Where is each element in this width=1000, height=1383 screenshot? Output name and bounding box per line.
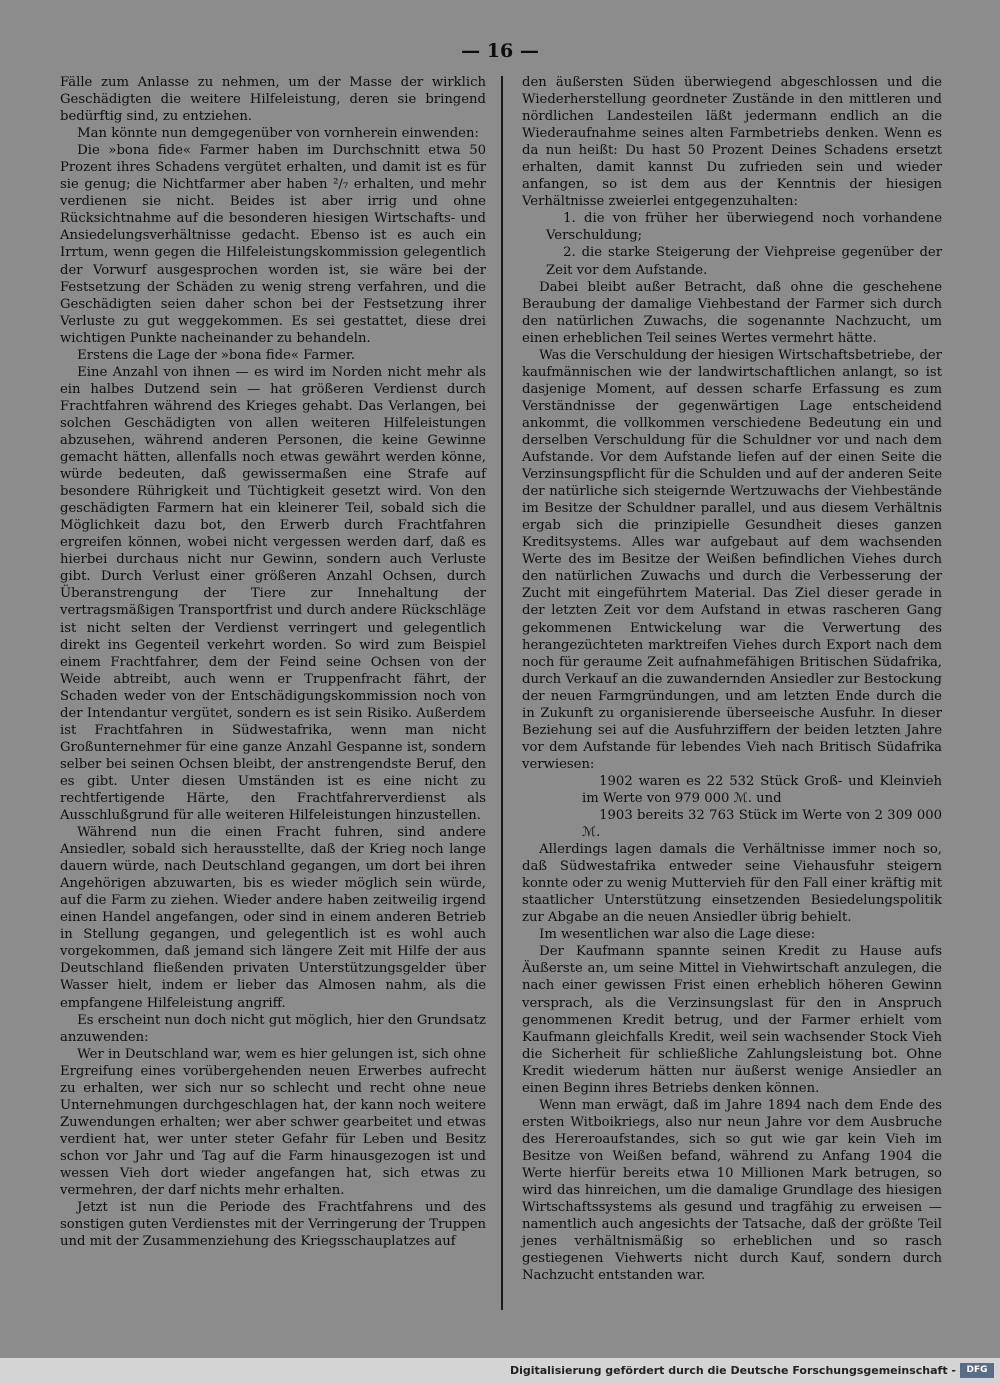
paragraph: Erstens die Lage der »bona fide« Farmer. [77,347,355,363]
paragraph: Man könnte nun demgegenüber von vornherein einwenden: [77,126,479,142]
statistic-line: 1903 bereits 32 763 Stück im Werte von 2 309 000 ℳ. [582,808,942,841]
column-divider [501,76,503,1310]
list-item: 2. die starke Steigerung der Viehpreise gegenüber der Zeit vor dem Aufstande. [546,245,942,278]
paragraph: Was die Verschuldung der hiesigen Wirtschaftsbetriebe, der kaufmännischen wie der landwirtschaftlichen anlangt, so ist dasjenige Moment, auf dessen scharfe Erfassung es zum Verständnisse der gegenwärtigen Lage entscheidend ankommt, die vollkommen verschiedene Bedeutung ein und derselben Verschuldung für die Schuldner vor und nach dem Aufstande. Vor dem Aufstande liefen auf der einen Seite die Verzinsungspflicht für die Schulden und auf der anderen Seite der natürliche sich steigernde Wertzuwachs der Viehbestände im Besitze der Schuldner parallel, und aus diesem Verhältnis ergab sich die prinzipielle Gesundheit dieses ganzen Kreditsystems. Alles war aufgebaut auf dem wachsenden Werte des im Besitze der Weißen befindlichen Viehes durch den natürlichen Zuwachs und durch die Verbesserung der Zucht mit eingeführtem Material. Das Ziel dieser gerade in der letzten Zeit vor dem Aufstand in etwas rascheren Gang gekommenen Entwickelung war die Verwertung des herangezüchteten marktreifen Viehes durch Export nach dem noch für geraume Zeit aufnahmefähigen Britischen Südafrika, durch Verkauf an die zuwandernden Ansiedler zur Bestockung der neuen Farmgründungen, und am letzten Ende durch die in Zukunft zu organisierende überseeische Ausfuhr. In dieser Beziehung sei auf die Ausfuhrziffern der beiden letzten Jahre vor dem Aufstande für lebendes Vieh nach Britisch Südafrika verwiesen: [522,347,942,772]
dfg-logo[interactable]: DFG [960,1363,994,1378]
paragraph: Dabei bleibt außer Betracht, daß ohne die geschehene Beraubung der damalige Viehbestand der Farmer sich durch den natürlichen Zuwachs, die sogenannte Nachzucht, um einen erheblichen Teil seines Wertes vermehrt hätte. [522,279,942,346]
paragraph: Der Kaufmann spannte seinen Kredit zu Hause aufs Äußerste an, um seine Mittel in Viehwirtschaft anzulegen, die nach einer gewissen Frist einen erheblich höheren Gewinn versprach, als die Verzinsungslast für den in Anspruch genommenen Kredit betrug, und der Farmer erhielt vom Kaufmann gleichfalls Kredit, weil sein wachsender Stock Vieh die Sicherheit für schließliche Zahlungsleistung bot. Ohne Kredit wiederum hätten nur äußerst wenige Ansiedler an einen Beginn ihres Betriebs denken können. [522,944,942,1096]
page-number: — 16 — [461,40,539,62]
left-column [60,74,486,1250]
digitization-footer [0,1358,1000,1383]
paragraph: Eine Anzahl von ihnen — es wird im Norden nicht mehr als ein halbes Dutzend sein — hat größeren Verdienst durch Frachtfahren während des Krieges gehabt. Das Verlangen, bei solchen Geschädigten von allen weiteren Hilfeleistungen abzusehen, während anderen Personen, die keine Gewinne gemacht hätten, allenfalls noch etwas gewährt werden könne, würde bedeuten, daß gewissermaßen eine Strafe auf besondere Rührigkeit und Tüchtigkeit gesetzt wird. Von den geschädigten Farmern hat ein kleinerer Teil, sobald sich die Möglichkeit dazu bot, den Erwerb durch Frachtfahren ergreifen können, wobei nicht vergessen werden darf, daß es hierbei durchaus nicht nur Gewinn, sondern auch Verluste gibt. Durch Verlust einer größeren Anzahl Ochsen, durch Überanstrengung der Tiere zur Innehaltung der vertragsmäßigen Transportfrist und durch andere Rückschläge ist nicht selten der Verdienst verringert und gelegentlich direkt ins Gegenteil verkehrt worden. So wird zum Beispiel einem Frachtfahrer, dem der Feind seine Ochsen von der Weide abtreibt, auch wenn er Truppenfracht fährt, der Schaden weder von der Entschädigungskommission noch von der Intendantur vergütet, sondern es ist sein Risiko. Außerdem ist Frachtfahren in Südwestafrika, wenn man nicht Großunternehmer für eine ganze Anzahl Gespanne ist, sondern selber bei seinen Ochsen bleibt, der anstrengendste Beruf, den es gibt. Unter diesen Umständen ist es eine nicht zu rechtfertigende Härte, den Frachtfahrerverdienst als Ausschlußgrund für alle weiteren Hilfeleistungen hinzustellen. [60,364,486,824]
footer-credit: Digitalisierung gefördert durch die Deutsche Forschungsgemeinschaft - [509,1364,956,1377]
paragraph: den äußersten Süden überwiegend abgeschlossen und die Wiederherstellung geordneter Zustände in den mittleren und nördlichen Landesteilen läßt jedermann endlich an die Wiederaufnahme seines alten Farmbetriebs denken. Wenn es da nun heißt: Du hast 50 Prozent Deines Schadens ersetzt erhalten, damit kannst Du zufrieden sein und wieder anfangen, so ist dem aus der Kenntnis der hiesigen Verhältnisse zweierlei entgegenzuhalten: [522,75,942,210]
paragraph: Die »bona fide« Farmer haben im Durchschnitt etwa 50 Prozent ihres Schadens vergütet erhalten, und damit ist es für sie genug; die Nichtfarmer aber haben ²/₇ erhalten, und mehr verdienen sie nicht. Beides ist aber irrig und ohne Rücksichtnahme auf die besonderen hiesigen Wirtschafts- und Ansiedelungsverhältnisse gedacht. Ebenso ist es auch ein Irrtum, wenn gegen die Hilfeleistungskommission gelegentlich der Vorwurf ausgesprochen worden ist, sie wäre bei der Festsetzung der Schäden zu wenig streng verfahren, und die Geschädigten seien daher schon bei der Festsetzung ihrer Verluste zu gut weggekommen. Es sei gestattet, diese drei wichtigen Punkte nacheinander zu behandeln. [60,143,486,346]
statistic-line: 1902 waren es 22 532 Stück Groß- und Kleinvieh im Werte von 979 000 ℳ. und [582,773,942,806]
paragraph: Wer in Deutschland war, wem es hier gelungen ist, sich ohne Ergreifung eines vorübergehenden neuen Erwerbes aufrecht zu erhalten, wer sich nur so schlecht und recht ohne neue Unternehmungen durchgeschlagen hat, der kann noch weitere Zuwendungen erhalten; wer aber schwer gearbeitet und etwas verdient hat, wer unter steter Gefahr für Leben und Besitz schon vor Jahr und Tag auf die Farm hinausgezogen ist und wessen Vieh dort wieder angefangen hat, sich etwas zu vermehren, der darf nichts mehr erhalten. [60,1046,486,1199]
paragraph: Allerdings lagen damals die Verhältnisse immer noch so, daß Südwestafrika entweder seine Viehausfuhr steigern konnte oder zu wenig Muttervieh für den Fall einer kräftig mit staatlicher Unterstützung einsetzenden Besiedelungspolitik zur Abgabe an die neuen Ansiedler übrig behielt. [522,842,942,926]
right-column [522,74,942,1284]
paragraph: Jetzt ist nun die Periode des Frachtfahrens und des sonstigen guten Verdienstes mit der Verringerung der Truppen und mit der Zusammenziehung des Kriegsschauplatzes auf [60,1200,486,1250]
paragraph: Fälle zum Anlasse zu nehmen, um der Masse der wirklich Geschädigten die weitere Hilfeleistung, deren sie bringend bedürftig sind, zu entziehen. [60,75,486,125]
paragraph: Wenn man erwägt, daß im Jahre 1894 nach dem Ende des ersten Witboikriegs, also nur neun Jahre vor dem Ausbruche des Hereroaufstandes, sich so gut wie gar kein Vieh im Besitze von Weißen befand, während zu Anfang 1904 die Werte hierfür bereits etwa 10 Millionen Mark betrugen, so wird das hinreichen, um die damalige Grundlage des hiesigen Wirtschaftssystems als gesund und tragfähig zu erweisen — namentlich auch angesichts der Tatsache, daß der größte Teil jenes verhältnismäßig so erheblichen und so rasch gestiegenen Viehwerts nicht durch Kauf, sondern durch Nachzucht entstanden war. [522,1097,942,1284]
paragraph: Es erscheint nun doch nicht gut möglich, hier den Grundsatz anzuwenden: [60,1012,486,1045]
paragraph: Im wesentlichen war also die Lage diese: [539,927,816,943]
list-item: 1. die von früher her überwiegend noch vorhandene Verschuldung; [546,211,942,244]
paragraph: Während nun die einen Fracht fuhren, sind andere Ansiedler, sobald sich herausstellte, daß der Krieg noch lange dauern würde, nach Deutschland gegangen, um dort bei ihren Angehörigen abzuwarten, bis es wieder möglich sein würde, auf die Farm zu ziehen. Wieder andere haben zeitweilig irgend einen Handel angefangen, oder sind in einem anderen Betrieb in Stellung gegangen, und gelegentlich ist es wohl auch vorgekommen, daß jemand sich längere Zeit mit Hilfe der aus Deutschland fließenden privaten Unterstützungsgelder über Wasser hielt, indem er lieber das Almosen nahm, als die empfangene Hilfeleistung angriff. [60,825,486,1011]
